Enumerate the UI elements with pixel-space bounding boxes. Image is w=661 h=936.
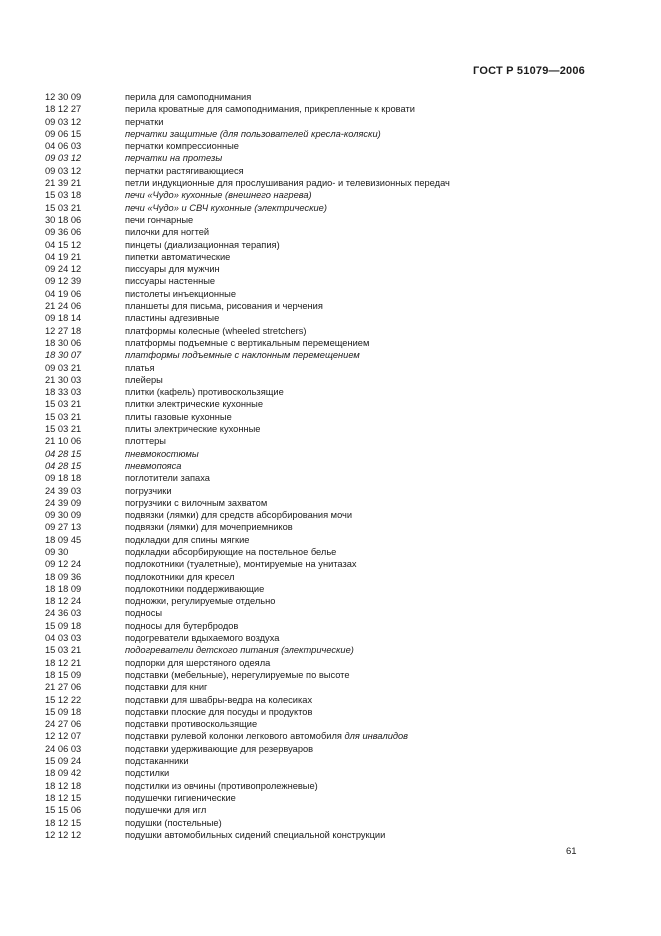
item-code: 15 09 18 bbox=[45, 706, 82, 717]
list-item bbox=[45, 362, 645, 374]
item-description: платья bbox=[125, 362, 155, 373]
item-code: 24 39 09 bbox=[45, 497, 82, 508]
list-item bbox=[45, 558, 645, 570]
item-code: 09 24 12 bbox=[45, 264, 82, 275]
item-code: 18 12 15 bbox=[45, 792, 82, 803]
item-code: 15 03 21 bbox=[45, 645, 82, 656]
list-item bbox=[45, 435, 645, 447]
list-item bbox=[45, 189, 645, 201]
list-item bbox=[45, 817, 645, 829]
item-description-emphasis: для инвалидов bbox=[344, 731, 409, 742]
list-item bbox=[45, 706, 645, 718]
list-item bbox=[45, 657, 645, 669]
item-code: 09 18 14 bbox=[45, 313, 82, 324]
item-code: 04 06 03 bbox=[45, 141, 82, 152]
item-description: пневмокостюмы bbox=[125, 448, 199, 459]
item-code: 15 03 21 bbox=[45, 424, 82, 435]
item-code: 18 18 09 bbox=[45, 583, 82, 594]
list-item bbox=[45, 472, 645, 484]
item-code: 21 24 06 bbox=[45, 301, 82, 312]
list-item bbox=[45, 226, 645, 238]
item-code: 15 03 21 bbox=[45, 411, 82, 422]
item-description: подогреватели вдыхаемого воздуха bbox=[125, 633, 280, 644]
item-description: подставки удерживающие для резервуаров bbox=[125, 743, 314, 754]
item-description: писсуары настенные bbox=[125, 276, 216, 287]
item-description: подстилки bbox=[125, 768, 170, 779]
item-code: 18 12 18 bbox=[45, 780, 82, 791]
item-description: пневмопояса bbox=[125, 460, 182, 471]
list-item bbox=[45, 398, 645, 410]
list-item bbox=[45, 423, 645, 435]
list-item bbox=[45, 546, 645, 558]
list-item bbox=[45, 140, 645, 152]
item-description: плитки (кафель) противоскользящие bbox=[125, 387, 284, 398]
list-item bbox=[45, 620, 645, 632]
list-item bbox=[45, 718, 645, 730]
list-item bbox=[45, 251, 645, 263]
list-item bbox=[45, 743, 645, 755]
item-code: 09 03 12 bbox=[45, 165, 82, 176]
item-description: плитки электрические кухонные bbox=[125, 399, 264, 410]
item-code: 04 19 06 bbox=[45, 288, 82, 299]
list-item bbox=[45, 448, 645, 460]
item-code: 04 28 15 bbox=[45, 460, 82, 471]
item-code: 15 12 22 bbox=[45, 694, 82, 705]
list-item bbox=[45, 792, 645, 804]
list-item bbox=[45, 694, 645, 706]
item-description: печи гончарные bbox=[125, 214, 194, 225]
list-item bbox=[45, 214, 645, 226]
item-code: 12 27 18 bbox=[45, 325, 82, 336]
item-description: платформы колесные (wheeled stretchers) bbox=[125, 325, 307, 336]
classifier-item-list bbox=[45, 91, 645, 841]
item-code: 04 19 21 bbox=[45, 251, 82, 262]
standard-number-header: ГОСТ Р 51079—2006 bbox=[473, 65, 585, 77]
list-item bbox=[45, 103, 645, 115]
item-code: 09 03 21 bbox=[45, 362, 82, 373]
item-description: петли индукционные для прослушивания радио- и телевизионных передач bbox=[125, 178, 450, 189]
item-description: перчатки на протезы bbox=[125, 153, 223, 164]
item-code: 04 15 12 bbox=[45, 239, 82, 250]
item-description: печи «Чудо» и СВЧ кухонные (электрические) bbox=[125, 202, 327, 213]
item-code: 21 10 06 bbox=[45, 436, 82, 447]
list-item bbox=[45, 644, 645, 656]
list-item bbox=[45, 165, 645, 177]
list-item bbox=[45, 116, 645, 128]
list-item bbox=[45, 263, 645, 275]
item-description: подлокотники (туалетные), монтируемые на унитазах bbox=[125, 559, 357, 570]
item-description: погрузчики bbox=[125, 485, 172, 496]
item-description: перила кроватные для самоподнимания, прикрепленные к кровати bbox=[125, 104, 415, 115]
item-code: 12 12 12 bbox=[45, 829, 82, 840]
item-description: подносы для бутербродов bbox=[125, 620, 239, 631]
item-code: 12 30 09 bbox=[45, 92, 82, 102]
item-code: 09 36 06 bbox=[45, 227, 82, 238]
item-description: подлокотники поддерживающие bbox=[125, 583, 265, 594]
item-code: 18 09 36 bbox=[45, 571, 82, 582]
list-item bbox=[45, 681, 645, 693]
item-code: 18 15 09 bbox=[45, 669, 82, 680]
item-description: перчатки защитные (для пользователей кресла-коляски) bbox=[125, 128, 381, 139]
item-code: 21 30 03 bbox=[45, 374, 82, 385]
item-code: 18 33 03 bbox=[45, 387, 82, 398]
item-description: подпорки для шерстяного одеяла bbox=[125, 657, 271, 668]
item-code: 18 12 21 bbox=[45, 657, 82, 668]
item-code: 09 03 12 bbox=[45, 153, 82, 164]
item-code: 15 03 21 bbox=[45, 399, 82, 410]
list-item bbox=[45, 275, 645, 287]
item-code: 30 18 06 bbox=[45, 214, 82, 225]
list-item bbox=[45, 780, 645, 792]
item-description: плоттеры bbox=[125, 436, 166, 447]
list-item bbox=[45, 730, 645, 742]
item-description: подвязки (лямки) для мочеприемников bbox=[125, 522, 293, 533]
item-code: 18 12 24 bbox=[45, 596, 82, 607]
list-item bbox=[45, 288, 645, 300]
list-item bbox=[45, 349, 645, 361]
item-description: перила для самоподнимания bbox=[125, 92, 252, 102]
item-code: 09 03 12 bbox=[45, 116, 82, 127]
item-code: 21 27 06 bbox=[45, 682, 82, 693]
item-code: 18 12 27 bbox=[45, 104, 82, 115]
item-description: поглотители запаха bbox=[125, 473, 210, 484]
list-item bbox=[45, 521, 645, 533]
item-description: пилочки для ногтей bbox=[125, 227, 210, 238]
item-code: 24 06 03 bbox=[45, 743, 82, 754]
item-description: подушечки гигиенические bbox=[125, 792, 236, 803]
item-code: 18 12 15 bbox=[45, 817, 82, 828]
item-code: 18 30 07 bbox=[45, 350, 82, 361]
list-item bbox=[45, 411, 645, 423]
item-code: 18 09 42 bbox=[45, 768, 82, 779]
item-description: подкладки абсорбирующие на постельное белье bbox=[125, 546, 337, 557]
list-item bbox=[45, 460, 645, 472]
item-description: печи «Чудо» кухонные (внешнего нагрева) bbox=[125, 190, 312, 201]
item-description: перчатки растягивающиеся bbox=[125, 165, 244, 176]
item-code: 24 39 03 bbox=[45, 485, 82, 496]
list-item bbox=[45, 152, 645, 164]
item-description: подносы bbox=[125, 608, 163, 619]
item-description: подушки (постельные) bbox=[125, 817, 222, 828]
item-code: 15 09 18 bbox=[45, 620, 82, 631]
item-description: подставки для швабры-ведра на колесиках bbox=[125, 694, 313, 705]
item-code: 09 27 13 bbox=[45, 522, 82, 533]
item-code: 09 30 bbox=[45, 546, 69, 557]
list-item bbox=[45, 767, 645, 779]
list-item bbox=[45, 91, 645, 103]
item-description: плиты электрические кухонные bbox=[125, 424, 261, 435]
list-item bbox=[45, 312, 645, 324]
list-item bbox=[45, 804, 645, 816]
item-description: подушечки для игл bbox=[125, 805, 207, 816]
item-description: перчатки bbox=[125, 116, 164, 127]
item-code: 21 39 21 bbox=[45, 178, 82, 189]
item-description: подножки, регулируемые отдельно bbox=[125, 596, 276, 607]
item-description: плейеры bbox=[125, 374, 163, 385]
list-item bbox=[45, 374, 645, 386]
list-item bbox=[45, 571, 645, 583]
item-code: 09 30 09 bbox=[45, 510, 82, 521]
item-description: пипетки автоматические bbox=[125, 251, 231, 262]
item-description: подкладки для спины мягкие bbox=[125, 534, 250, 545]
list-item bbox=[45, 509, 645, 521]
list-item bbox=[45, 669, 645, 681]
list-item bbox=[45, 497, 645, 509]
list-item bbox=[45, 755, 645, 767]
item-description: платформы подъемные с вертикальным перемещением bbox=[125, 337, 370, 348]
item-description: перчатки компрессионные bbox=[125, 141, 239, 152]
item-code: 09 06 15 bbox=[45, 128, 82, 139]
list-item bbox=[45, 386, 645, 398]
item-description: подставки рулевой колонки легкового автомобиля для инвалидов bbox=[125, 731, 409, 742]
list-item bbox=[45, 177, 645, 189]
list-item bbox=[45, 239, 645, 251]
item-code: 12 12 07 bbox=[45, 731, 82, 742]
item-code: 04 03 03 bbox=[45, 633, 82, 644]
list-item bbox=[45, 829, 645, 841]
item-code: 09 12 39 bbox=[45, 276, 82, 287]
item-description: подстилки из овчины (противопролежневые) bbox=[125, 780, 318, 791]
item-description: писсуары для мужчин bbox=[125, 264, 220, 275]
item-code: 09 12 24 bbox=[45, 559, 82, 570]
item-description: подставки противоскользящие bbox=[125, 719, 258, 730]
item-code: 18 30 06 bbox=[45, 337, 82, 348]
item-description: платформы подъемные с наклонным перемещением bbox=[125, 350, 360, 361]
item-description: подвязки (лямки) для средств абсорбирования мочи bbox=[125, 510, 353, 521]
item-code: 15 15 06 bbox=[45, 805, 82, 816]
page-number: 61 bbox=[566, 846, 577, 857]
item-code: 04 28 15 bbox=[45, 448, 82, 459]
item-description: пистолеты инъекционные bbox=[125, 288, 236, 299]
list-item bbox=[45, 583, 645, 595]
item-description: подставки для книг bbox=[125, 682, 208, 693]
item-description: планшеты для письма, рисования и черчения bbox=[125, 301, 323, 312]
list-item bbox=[45, 607, 645, 619]
item-code: 24 27 06 bbox=[45, 719, 82, 730]
list-item bbox=[45, 128, 645, 140]
item-code: 15 03 18 bbox=[45, 190, 82, 201]
item-code: 24 36 03 bbox=[45, 608, 82, 619]
item-description: подлокотники для кресел bbox=[125, 571, 235, 582]
item-description: пинцеты (диализационная терапия) bbox=[125, 239, 280, 250]
item-description: подставки плоские для посуды и продуктов bbox=[125, 706, 313, 717]
list-item bbox=[45, 325, 645, 337]
list-item bbox=[45, 485, 645, 497]
list-item bbox=[45, 337, 645, 349]
list-item bbox=[45, 595, 645, 607]
list-item bbox=[45, 300, 645, 312]
item-code: 09 18 18 bbox=[45, 473, 82, 484]
item-description: подстаканники bbox=[125, 756, 189, 767]
item-description: плиты газовые кухонные bbox=[125, 411, 232, 422]
item-code: 15 03 21 bbox=[45, 202, 82, 213]
item-code: 18 09 45 bbox=[45, 534, 82, 545]
item-code: 15 09 24 bbox=[45, 756, 82, 767]
item-description: подогреватели детского питания (электрические) bbox=[125, 645, 354, 656]
list-item bbox=[45, 202, 645, 214]
item-description: пластины адгезивные bbox=[125, 313, 220, 324]
item-description: погрузчики с вилочным захватом bbox=[125, 497, 268, 508]
item-description: подставки (мебельные), нерегулируемые по высоте bbox=[125, 669, 350, 680]
list-item bbox=[45, 632, 645, 644]
list-item bbox=[45, 534, 645, 546]
item-description: подушки автомобильных сидений специальной конструкции bbox=[125, 829, 386, 840]
